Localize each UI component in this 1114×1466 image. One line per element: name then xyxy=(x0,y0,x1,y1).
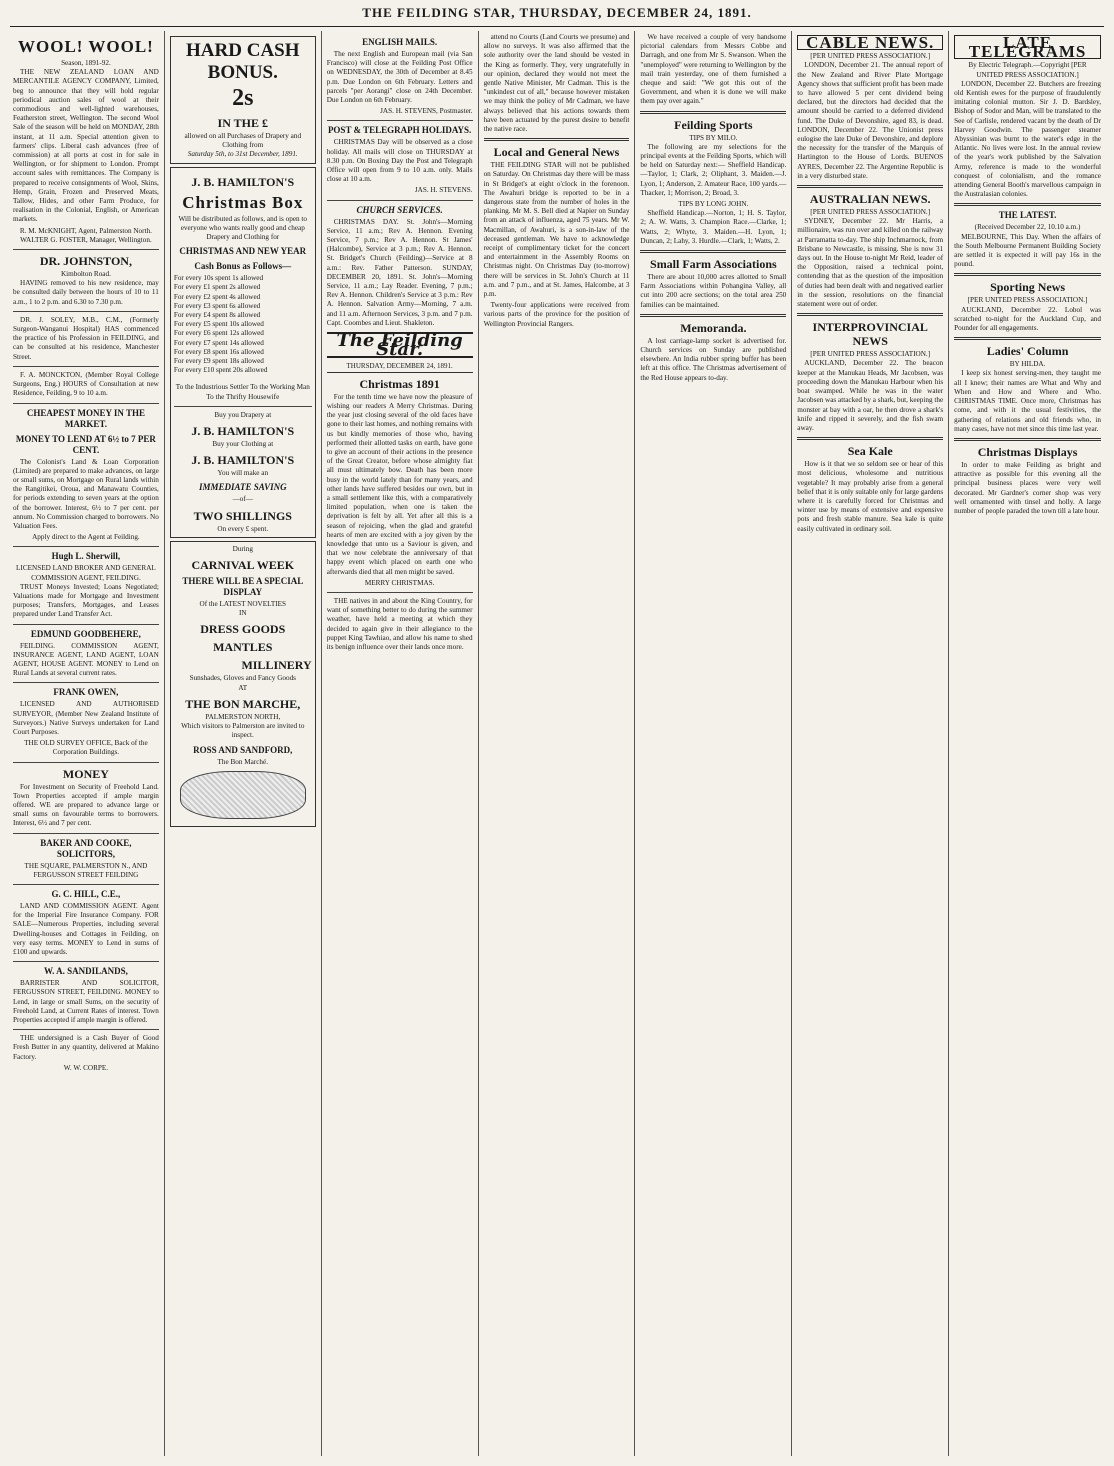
holidays-signature: JAS. H. STEVENS. xyxy=(414,186,473,195)
money-heading: MONEY xyxy=(62,766,109,781)
christmas-displays-text: In order to make Feilding as bright and attractive as possible for this evening all the principal business places were very well decorated. Mr Gardner's corner shop was very well ornamented with tinsel and holly. A large number of people paraded the town till a late hour. xyxy=(954,460,1101,515)
king-country-text: attend no Courts (Land Courts we presume) and allow no surveys. It was also affirmed that the sole authority over the land should be vested in the King as formerly. They, very ungratefully in our opinion, declared they would not meet the gentle Native Minister, Mr Cadman. This is the "unkindest cut of all," because however mistaken we may think the policy of Mr Cadman, we have always believed that his actions towards them have been actuated by the purest desire to benefit the native race. xyxy=(483,33,630,134)
christmas-box-ad xyxy=(170,167,316,538)
sunshades: Sunshades, Gloves and Fancy Goods xyxy=(189,674,296,683)
special-display: THERE WILL BE A SPECIAL DISPLAY xyxy=(182,576,304,598)
in-the-pound: IN THE £ xyxy=(217,116,268,130)
two-shillings-figure: 2s xyxy=(232,85,254,111)
ladies-column-author: BY HILDA. xyxy=(1009,360,1046,369)
dress-goods: DRESS GOODS xyxy=(200,622,286,637)
bon-marche: THE BON MARCHE, xyxy=(185,696,301,711)
during-label: During xyxy=(232,544,253,553)
christmas-box-title: Christmas Box xyxy=(182,192,304,212)
of-label: —of— xyxy=(232,495,253,504)
church-heading: CHURCH SERVICES. xyxy=(356,204,443,215)
late-telegrams-text: LONDON, December 22. Butchers are freezing old Kentish ewes for the purpose of fraudulently imitating colonial mutton. Sir J. D. Bardsley, Bishop of Sodor and Man, will be translated to the See of Carlisle, rendered vacant by the death of Dr Harvey Goodwin. The passenger steamer Abyssinian was burnt to the water's edge in the Atlantic. No lives were lost. In the annual review of the year's work published by the Salvation Army, reference is made to the wonderful conquest of colonialism, and the romance attending General Booth's marvellous campaign in the Australasian colonies. xyxy=(954,79,1101,199)
calendars-text: We have received a couple of very handsome pictorial calendars from Messrs Cobbe and Darragh, and one from Mr S. Swanson. When the "unemployed" were returning to Wellington by the mail train yesterday, one of them furnished a cheque and said: "We got this out of the Government, and when it is done we will make them pay over again." xyxy=(640,33,787,106)
hamilton-title: J. B. HAMILTON'S xyxy=(191,174,295,189)
at-label: AT xyxy=(238,683,248,692)
local-news-text: THE FEILDING STAR will not be published on Saturday. On Christmas day there will be mass in St Bridget's at eight o'clock in the forenoon. The Awahuri bridge is reported to be in a dangerous state from the number of holes in the planking. Mr M. S. Bell died at Napier on Sunday from an attack of influenza, aged 75 years. Mr W. Macmillan, of Awahuri, is a son-in-law of the deceased gentleman. We have to acknowledge receipt of complimentary ticket for the concert and entertainment in the Assembly Rooms on Christmas night. On Christmas Day (to-morrow) there will be services in St. John's Church at 11 a.m. and 7 p.m., and at St. James, Halcombe, at 3 p.m. xyxy=(483,161,630,299)
sherwill-sub: LICENSED LAND BROKER AND GENERAL COMMISSION AGENT, FEILDING. xyxy=(16,564,156,582)
church-text: CHRISTMAS DAY. St. John's—Morning Service, 11 a.m.; Rev A. Hennon. Evening Service, 7 p.m.; Rev A. Hennon. St James' (Halcombe), Service at 3 p.m.; Rev A. Hennon. St. Bridget's Church (Feilding)—Service at 8 a.m.: Rev. Father Patterson. SUNDAY, DECEMBER 20, 1891. St. John's—Morning Service, 11 a.m.; Lay Reader. Evening, 7 p.m.; Rev A. Hennon. Children's Service at 3 p.m.: Rev A. Hennon. Salvation Army—Morning, 7 a.m. and 11 a.m. Afternoon Services, 3 p.m. and 7 p.m. Capt. Coombes and Lieut. Shakleton. xyxy=(326,217,473,327)
ranger-applications: Twenty-four applications were received from various parts of the province for the position of Wellington Provincial Rangers. xyxy=(483,301,630,328)
corpe-text: THE undersigned is a Cash Buyer of Good Fresh Butter in any quantity, delivered at Makino Factory. xyxy=(13,1034,159,1061)
date-bar: THURSDAY, DECEMBER 24, 1891. xyxy=(327,362,473,372)
christmas-text: For the tenth time we have now the pleasure of wishing our readers A Merry Christmas. During the year just closing several of the old faces have gone to their last homes, and nothing remains with us but kindly memories of those who, having performed their allotted tasks on earth, have gone to give an account of their actions in the presence of the Great Creator, before whose almighty fiat all must ultimately bow. Death has been more busy in the world lately than for many years, and other lands have suffered besides our own, but in a small settlement like this, with a comparatively limited population, when one is taken the deprivation is felt by all. Yet after all this is a season of rejoicing, when the glad and grateful hearts of men are excited with a joy given by the knowledge that unto us a Saviour is given, and that we now celebrate the anniversary of that happy event which placed on earth one who afterwards died that all men might be saved. xyxy=(326,392,473,576)
small-farm-text: There are about 10,000 acres allotted to Small Farm Associations within Pohangina Valley, all cut into 200 acre sections; on the total area 250 families can be maintained. xyxy=(640,273,787,309)
owen-heading: FRANK OWEN, xyxy=(53,687,119,698)
money-text: For Investment on Security of Freehold Land. Town Properties accepted if ample margin offered. WE are prepared to advance large or small sums on favourable terms to borrowers. Interest, 6½ and 7 per cent. xyxy=(13,782,159,828)
christmas-displays-heading: Christmas Displays xyxy=(977,444,1078,459)
cable-news-text: LONDON, December 21. The annual report of the New Zealand and River Plate Mortgage Agency shows that sufficient profit has been made to have allowed 5 per cent dividend being declared, but the directors had decided that the amount should be carried to a deferred dividend fund. The Duke of Devonshire, aged 83, is dead. LONDON, December 22. The Unionist press eulogise the late Duke of Devonshire, and deplore the necessity for the transfer of the Marquis of Hartington to the House of Lords. BUENOS AYRES, December 22. The Argentine Republic is in a very disturbed state. xyxy=(797,61,944,180)
cash-bonus-heading: Cash Bonus as Follows— xyxy=(194,261,292,272)
ladies-column-text: I keep six honest serving-men, they taught me all I knew; their names are What and Why and When and How and Where and Who. CHRISTMAS TIME. Once more, Christmas has come, and with it the usual festivities, the gathering of relations and old friends who, in many cases, have not met since this time last year. xyxy=(954,369,1101,433)
christmas-box-tail: CHRISTMAS AND NEW YEAR xyxy=(179,246,307,257)
sherwill-heading: Hugh L. Sherwill, xyxy=(51,551,121,562)
wool-heading: WOOL! WOOL! xyxy=(18,37,154,56)
visitors-text: Which visitors to Palmerston are invited to inspect. xyxy=(181,722,305,740)
palmerston-north: PALMERSTON NORTH, xyxy=(205,712,281,721)
two-shillings: TWO SHILLINGS xyxy=(193,508,292,523)
bonus-dates: Saturday 5th, to 31st December, 1891. xyxy=(187,150,298,159)
column-5 xyxy=(635,31,792,1456)
immediate-saving: IMMEDIATE SAVING xyxy=(198,482,287,493)
memoranda-heading: Memoranda. xyxy=(680,320,747,335)
column-4 xyxy=(479,31,636,1456)
monckton-text: F. A. MONCKTON, (Member Royal College Surgeons, Eng.) HOURS of Consultation at new Residence, Feilding, 9 to 10 a.m. xyxy=(13,370,159,398)
natives-text: THE natives in and about the King Country, for want of something better to do during the summer weather, have held a meeting at which they decided to again give in their allegiance to the puppet King Tawhiao, and allow his name to shed its benign influence over their lands once more. xyxy=(326,596,473,651)
tips-heading: TIPS BY LONG JOHN. xyxy=(678,200,749,209)
feilding-star-title: The Feilding Star. xyxy=(327,332,473,358)
local-news-heading: Local and General News xyxy=(493,145,620,160)
holidays-heading: POST & TELEGRAPH HOLIDAYS. xyxy=(327,125,472,136)
bonus-row: For every £9 spent 18s allowed xyxy=(173,357,264,366)
bonus-text: allowed on all Purchases of Drapery and Clothing from xyxy=(184,132,302,150)
interprovincial-text: AUCKLAND, December 22. The beacon keeper at the Manukau Heads, Mr Jacobsen, was proceeding down the Manukau Harbour when his boat swamped. While he was in the water Jacobsen was attacked by a shark, but, keeping the monster at bay with a oar, he then drove a shark's knife and ripped it severely, and the fish swam away. xyxy=(797,359,944,432)
holidays-text: CHRISTMAS Day will be observed as a close holiday. All mails will close on THURSDAY at 8.30 p.m. On Boxing Day the Post and Telegraph Office will open from 9 to 10 a.m. only. Mails close at 10 a.m. xyxy=(326,138,473,184)
sea-kale-heading: Sea Kale xyxy=(847,444,893,459)
shop-illustration xyxy=(180,771,306,819)
christmas-heading: Christmas 1891 xyxy=(359,376,440,391)
corpe-signature: W. W. CORPE. xyxy=(63,1063,109,1072)
you-will: You will make an xyxy=(217,469,269,478)
mails-heading: ENGLISH MAILS. xyxy=(362,37,438,47)
bonus-row: For every £10 spent 20s allowed xyxy=(173,366,268,375)
wool-season: Season, 1891-92. xyxy=(61,59,111,67)
sandilands-text: BARRISTER AND SOLICITOR, FERGUSSON STREET, FEILDING. MONEY to Lend, in large or small Sums, on the security of Freehold Land, at Current Rates of interest. Town Properties accepted if ample margin is offered. xyxy=(13,979,159,1025)
sporting-news-text: AUCKLAND, December 22. Lobol was scratched to-night for the Auckland Cup, and Pounder for all engagements. xyxy=(954,305,1101,333)
millinery: MILLINERY xyxy=(241,658,312,673)
buy-clothing: Buy your Clothing at xyxy=(212,440,274,449)
bonus-row: For every £4 spent 8s allowed xyxy=(173,311,261,320)
johnston-text: HAVING removed to his new residence, may be consulted daily between the hours of 10 to 11 a.m., 1 to 2 p.m. and 6.30 to 7.30 p.m. xyxy=(13,279,159,306)
baker-text: THE SQUARE, PALMERSTON N., AND FERGUSSON STREET FEILDING xyxy=(24,861,148,879)
sporting-news-heading: Sporting News xyxy=(990,280,1066,295)
column-7 xyxy=(949,31,1106,1456)
soley-text: DR. J. SOLEY, M.B., C.M., (Formerly Surgeon-Wanganui Hospital) HAS commenced the practice of his Profession in FEILDING, and can be consulted at his residence, Manchester Street. xyxy=(13,315,159,361)
hill-heading: G. C. HILL, C.E., xyxy=(51,889,121,899)
hard-cash-ad xyxy=(170,36,316,164)
masthead: THE FEILDING STAR, THURSDAY, DECEMBER 24, 1891. xyxy=(10,0,1104,27)
bonus-row: For every £3 spent 6s allowed xyxy=(173,301,261,310)
the-latest-heading: THE LATEST. xyxy=(998,210,1057,221)
memoranda-text: A lost carriage-lamp socket is advertised for. Church services on Sunday are published elsewhere. An India rubber spring buffer has been left at this office. The Christmas advertisement of the Red House appears to-day. xyxy=(640,336,787,382)
ross-sandford: ROSS AND SANDFORD, xyxy=(193,744,293,755)
hard-cash-title: HARD CASH xyxy=(186,40,300,61)
survey-office: THE OLD SURVEY OFFICE, Back of the Corporation Buildings. xyxy=(24,739,148,757)
hamilton-name-1: J. B. HAMILTON'S xyxy=(191,424,295,439)
sherwill-text: TRUST Moneys Invested; Loans Negotiated; Valuations made for Mortgage and Investment purposes; Transfers, Mortgages, and Leases prepared under Land Transfer Act. xyxy=(13,582,159,619)
wool-signature: R. M. McKNIGHT, Agent, Palmerston North. WALTER G. FOSTER, Manager, Wellington. xyxy=(19,226,152,244)
australian-news-sub: [PER UNITED PRESS ASSOCIATION.] xyxy=(810,208,931,217)
bonus-row: For every 10s spent 1s allowed xyxy=(173,274,264,283)
bonus-row: For every £2 spent 4s allowed xyxy=(173,292,261,301)
goodbehere-heading: EDMUND GOODBEHERE, xyxy=(30,628,141,639)
sports-heading: Feilding Sports xyxy=(674,117,753,132)
late-telegrams-heading: LATE TELEGRAMS xyxy=(954,35,1101,59)
bonus-row: For every £1 spent 2s allowed xyxy=(173,283,261,292)
column-3 xyxy=(322,31,479,1456)
australian-news-heading: AUSTRALIAN NEWS. xyxy=(809,192,931,207)
goodbehere-text: FEILDING. COMMISSION AGENT, INSURANCE AGENT, LAND AGENT, LOAN AGENT, HOUSE AGENT. MONEY to Lend on Rural Lands at several current rates. xyxy=(13,641,159,678)
bon-marche-2: The Bon Marché. xyxy=(217,757,269,766)
sandilands-heading: W. A. SANDILANDS, xyxy=(43,966,128,977)
on-every: On every £ spent. xyxy=(217,524,269,533)
owen-text: LICENSED AND AUTHORISED SURVEYOR, (Member New Zealand Institute of Surveyors.) Native Surveys undertaken for Land Court Purposes. xyxy=(13,700,159,736)
carnival-week: CARNIVAL WEEK xyxy=(191,558,295,573)
cheapest-sub: MONEY TO LEND AT 6½ to 7 PER CENT. xyxy=(15,433,156,455)
bonus-row: For every £7 spent 14s allowed xyxy=(173,338,264,347)
cable-news-heading: CABLE NEWS. xyxy=(797,35,943,50)
the-latest-text: MELBOURNE, This Day. When the affairs of the South Melbourne Permanent Building Society are settled it is expected it will pay 16s in the pound. xyxy=(954,232,1101,269)
late-telegrams-sub: By Electric Telegraph.—Copyright [PER UNITED PRESS ASSOCIATION.] xyxy=(968,61,1087,79)
buy-drapery: Buy you Drapery at xyxy=(214,410,272,419)
christmas-box-text: Will be distributed as follows, and is open to everyone who wants really good and cheap Drapery and Clothing for xyxy=(178,214,308,242)
hamilton-name-2: J. B. HAMILTON'S xyxy=(191,453,295,468)
bonus-title: BONUS. xyxy=(207,62,278,83)
newspaper-page xyxy=(8,31,1106,1456)
baker-heading: BAKER AND COOKE, SOLICITORS, xyxy=(40,837,132,859)
sea-kale-text: How is it that we so seldom see or hear of this most delicious, wholesome and nutritious vegetable? It may probably arise from a general belief that it is only suitable only for large gardens where it is carefully forced for Christmas and winter use by means of extensive and expensive pots and fresh stable manure. Sea kale is quite easily cultivated in ordinary soil. xyxy=(797,460,944,533)
hill-text: LAND AND COMMISSION AGENT. Agent for the Imperial Fire Insurance Company. FOR SALE—Numerous Properties, including several Dwelling-houses and Cottages in Feilding, on very easy terms. MONEY to Lend in sums of £100 and upwards. xyxy=(13,902,159,957)
in-label: IN xyxy=(238,609,247,618)
johnston-address: Kimbolton Road. xyxy=(60,270,111,279)
ladies-column-heading: Ladies' Column xyxy=(986,344,1069,359)
sports-text: The following are my selections for the principal events at the Feilding Sports, which will be held on Saturday next:— Sheffield Handicap.—Taylor, 1; Clark, 2; Oliphant, 3. Maiden.—J. Lyon, 1; Anderson, 2. Amateur Race, 100 yards.—Thacker, 1; Morrison, 2; Broad, 3. xyxy=(640,142,787,197)
tips-text: Sheffield Handicap.—Norton, 1; H. S. Taylor, 2; A. W. Watts, 3. Champion Race.—Clarke, 1; Watts, 2; Whyte, 3. Maiden.—H. Lyon, 1; Duncan, 2; Lahy, 3. Hurdle.—Clark, 1; Watts, 2. xyxy=(640,209,787,245)
small-farm-heading: Small Farm Associations xyxy=(650,257,777,272)
carnival-ad xyxy=(170,541,316,827)
cheapest-text: The Colonist's Land & Loan Corporation (Limited) are prepared to make advances, on large or small sums, on Mortgage on Rural lands within the Rangitikei, Oroua, and Manawatu Counties, for periods extending to seven years at the option of the borrower. Interest, 6½ to 7 per cent. per annum. No Commission charged to borrowers. No Valuation Fees. xyxy=(13,457,159,530)
cable-news-sub: [PER UNITED PRESS ASSOCIATION.] xyxy=(810,52,931,61)
the-latest-sub: (Received December 22, 10.10 a.m.) xyxy=(974,223,1081,232)
cheapest-heading: CHEAPEST MONEY IN THE MARKET. xyxy=(26,407,145,429)
sports-sub: TIPS BY MILO. xyxy=(689,133,738,142)
column-2 xyxy=(165,31,322,1456)
bonus-row: For every £6 spent 12s allowed xyxy=(173,329,264,338)
column-1 xyxy=(8,31,165,1456)
wool-text: THE NEW ZEALAND LOAN AND MERCANTILE AGENCY COMPANY, Limited, beg to announce that they will hold regular periodical auction sales of wool at their commodious and well-lighted warehouses, Featherston street, Wellington. The second Wool Sale of the season will be held on MONDAY, 28th instant, at 11 a.m. Special attention given to farmers' clips. Liberal cash advances (free of commission) at all ports at cost in for sale in Wellington, or for shipment to London. Prompt account sales with remittances. The Company is prepared to receive consignments of Wool, Skins, Hemp, Grain, Frozen and Preserved Meats, Tallow, Hides, and other Farm Produce, for realisation in the Colonial, English, or American markets. xyxy=(13,68,159,224)
mails-text: The next English and European mail (via San Francisco) will close at the Feilding Post Office on WEDNESDAY, the 30th of December at 8.45 p.m. Due London on 6th February. Letters and parcels "per Aorangi" close on 24th December. Due London on 6th February. xyxy=(326,50,473,105)
sporting-news-sub: [PER UNITED PRESS ASSOCIATION.] xyxy=(967,296,1088,305)
bonus-row: For every £8 spent 16s allowed xyxy=(173,347,264,356)
australian-news-text: SYDNEY, December 22. Mr Harris, a millionaire, was run over and killed on the railway at Parramatta to-day. The ship Inchmarnock, from Brisbane to Newcastle, is missing. She is now 31 days out. In the House to-night Mr Reid, leader of the Opposition, raised a technical point, contending that as the question of the imposition of duties had been dealt with and negatived earlier in the session, resolutions on the financial statement were out of order. xyxy=(797,217,944,309)
cheapest-apply: Apply direct to the Agent at Feilding. xyxy=(32,533,140,542)
mantles: MANTLES xyxy=(213,640,273,655)
column-6 xyxy=(792,31,949,1456)
to-settler: To the Industrious Settler To the Working Man To the Thrifty Housewife xyxy=(175,383,310,401)
bonus-row: For every £5 spent 10s allowed xyxy=(173,320,264,329)
johnston-heading: DR. JOHNSTON, xyxy=(39,254,132,269)
latest-novelties: Of the LATEST NOVELTIES xyxy=(199,600,286,609)
merry-christmas: MERRY CHRISTMAS. xyxy=(364,578,435,587)
mails-signature: JAS. H. STEVENS, Postmaster. xyxy=(380,107,473,116)
interprovincial-heading: INTERPROVINCIAL NEWS xyxy=(812,320,928,349)
interprovincial-sub: [PER UNITED PRESS ASSOCIATION.] xyxy=(810,350,931,359)
bonus-list xyxy=(174,274,312,375)
